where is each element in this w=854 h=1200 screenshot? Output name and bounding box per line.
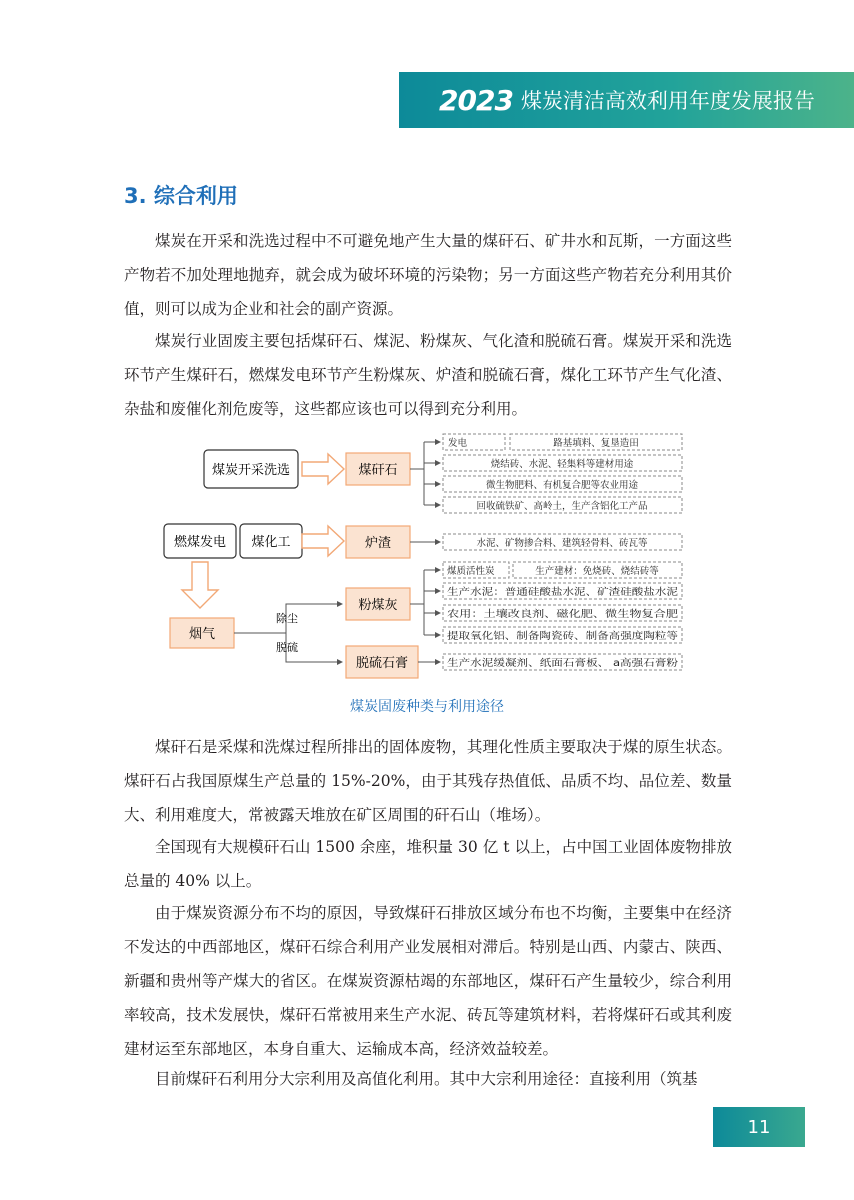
- use-gangue-power: 发电: [448, 438, 468, 449]
- arrow-chem: [302, 526, 344, 556]
- coal-waste-diagram: [160, 432, 694, 680]
- use-flyash-carbon: 煤质活性炭: [447, 566, 495, 577]
- use-flyash-alumina: 提取氧化铝、制备陶瓷砖、制备高强度陶粒等: [447, 631, 638, 642]
- header-banner: [399, 72, 854, 128]
- paragraph: 目前煤矸石利用分大宗利用及高值化利用。其中大宗利用途径：直接利用（筑基: [155, 1070, 698, 1088]
- paragraph: 全国现有大规模矸石山 1500 余座，堆积量 30 亿 t 以上，占中国工业固体废物排放总量的 40% 以上。: [124, 838, 732, 890]
- source-power-box: [164, 524, 236, 558]
- use-flyash-cement: 生产水泥：普通硅酸盐水泥、矿渣硅酸盐水泥: [447, 587, 638, 598]
- paragraph: 煤矸石是采煤和洗煤过程所排出的固体废物，其理化性质主要取决于煤的原生状态。煤矸石占我国原煤生产总量的 15%-20%，由于其残存热值低、品质不均、品位差、数量大、利用难度大，常被露天堆放在矿区周围的矸石山（堆场）。: [124, 738, 732, 824]
- product-gangue-label: 煤矸石: [358, 463, 398, 478]
- gangue-connectors: [410, 442, 440, 662]
- product-slag-label: 炉渣: [364, 536, 392, 551]
- arrow-mining: [302, 454, 344, 484]
- product-gypsum-box: [346, 646, 418, 678]
- product-flyash-label: 粉煤灰: [358, 598, 398, 613]
- source-chem-label: 煤化工: [251, 535, 291, 550]
- source-chem-box: [240, 524, 302, 558]
- paragraph: 煤炭行业固废主要包括煤矸石、煤泥、粉煤灰、气化渣和脱硫石膏。煤炭开采和洗选环节产生煤矸石，燃煤发电环节产生粉煤灰、炉渣和脱硫石膏，煤化工环节产生气化渣、杂盐和废催化剂危废等，这些都应该也可以得到充分利用。: [124, 332, 732, 418]
- report-title: 煤炭清洁高效利用年度发展报告: [520, 89, 815, 113]
- page-number: 11: [713, 1107, 805, 1147]
- use-gangue-road: 路基填料、复垦造田: [553, 438, 639, 449]
- flue-gas-box: [170, 618, 234, 648]
- product-gangue-box: [346, 453, 410, 485]
- use-gangue-agri: 微生物肥料、有机复合肥等农业用途: [485, 480, 639, 491]
- source-power-label: 燃煤发电: [173, 535, 227, 550]
- section-title: 3. 综合利用: [124, 184, 238, 208]
- use-gypsum: 生产水泥缓凝剂、纸面石膏板、 a高强石膏粉: [447, 658, 637, 669]
- arrow-power-down: [182, 562, 218, 608]
- figure-caption: 煤炭固废种类与利用途径: [350, 699, 504, 715]
- product-gypsum-label: 脱硫石膏: [355, 656, 409, 671]
- source-mining-label: 煤炭开采洗选: [211, 463, 291, 478]
- use-gangue-chem: 回收硫铁矿、高岭土，生产含铝化工产品: [476, 501, 648, 512]
- use-gangue-build: 烧结砖、水泥、轻集料等建材用途: [490, 459, 634, 470]
- report-year-logo: 2023: [439, 83, 513, 117]
- product-slag-box: [346, 526, 410, 558]
- product-flyash-box: [346, 588, 410, 620]
- use-flyash-agri: 农用：土壤改良剂、磁化肥、微生物复合肥: [447, 609, 628, 620]
- edge-label-dust: 除尘: [276, 612, 298, 625]
- use-slag: 水泥、矿物掺合料、建筑轻骨料、砖瓦等: [476, 538, 648, 549]
- edge-label-desulf: 脱硫: [276, 641, 298, 654]
- paragraph: 煤炭在开采和洗选过程中不可避免地产生大量的煤矸石、矿井水和瓦斯，一方面这些产物若不加处理地抛弃，就会成为破坏环境的污染物；另一方面这些产物若充分利用其价值，则可以成为企业和社会的副产资源。: [124, 232, 732, 318]
- source-mining-box: [204, 450, 298, 488]
- paragraph: 由于煤炭资源分布不均的原因，导致煤矸石排放区域分布也不均衡，主要集中在经济不发达的中西部地区，煤矸石综合利用产业发展相对滞后。特别是山西、内蒙古、陕西、新疆和贵州等产煤大的省区。在煤炭资源枯竭的东部地区，煤矸石产生量较少，综合利用率较高，技术发展快，煤矸石常被用来生产水泥、砖瓦等建筑材料，若将煤矸石或其利废建材运至东部地区，本身自重大、运输成本高，经济效益较差。: [124, 904, 732, 1058]
- flue-gas-label: 烟气: [188, 627, 216, 642]
- use-flyash-build: 生产建材：免烧砖、烧结砖等: [535, 566, 659, 577]
